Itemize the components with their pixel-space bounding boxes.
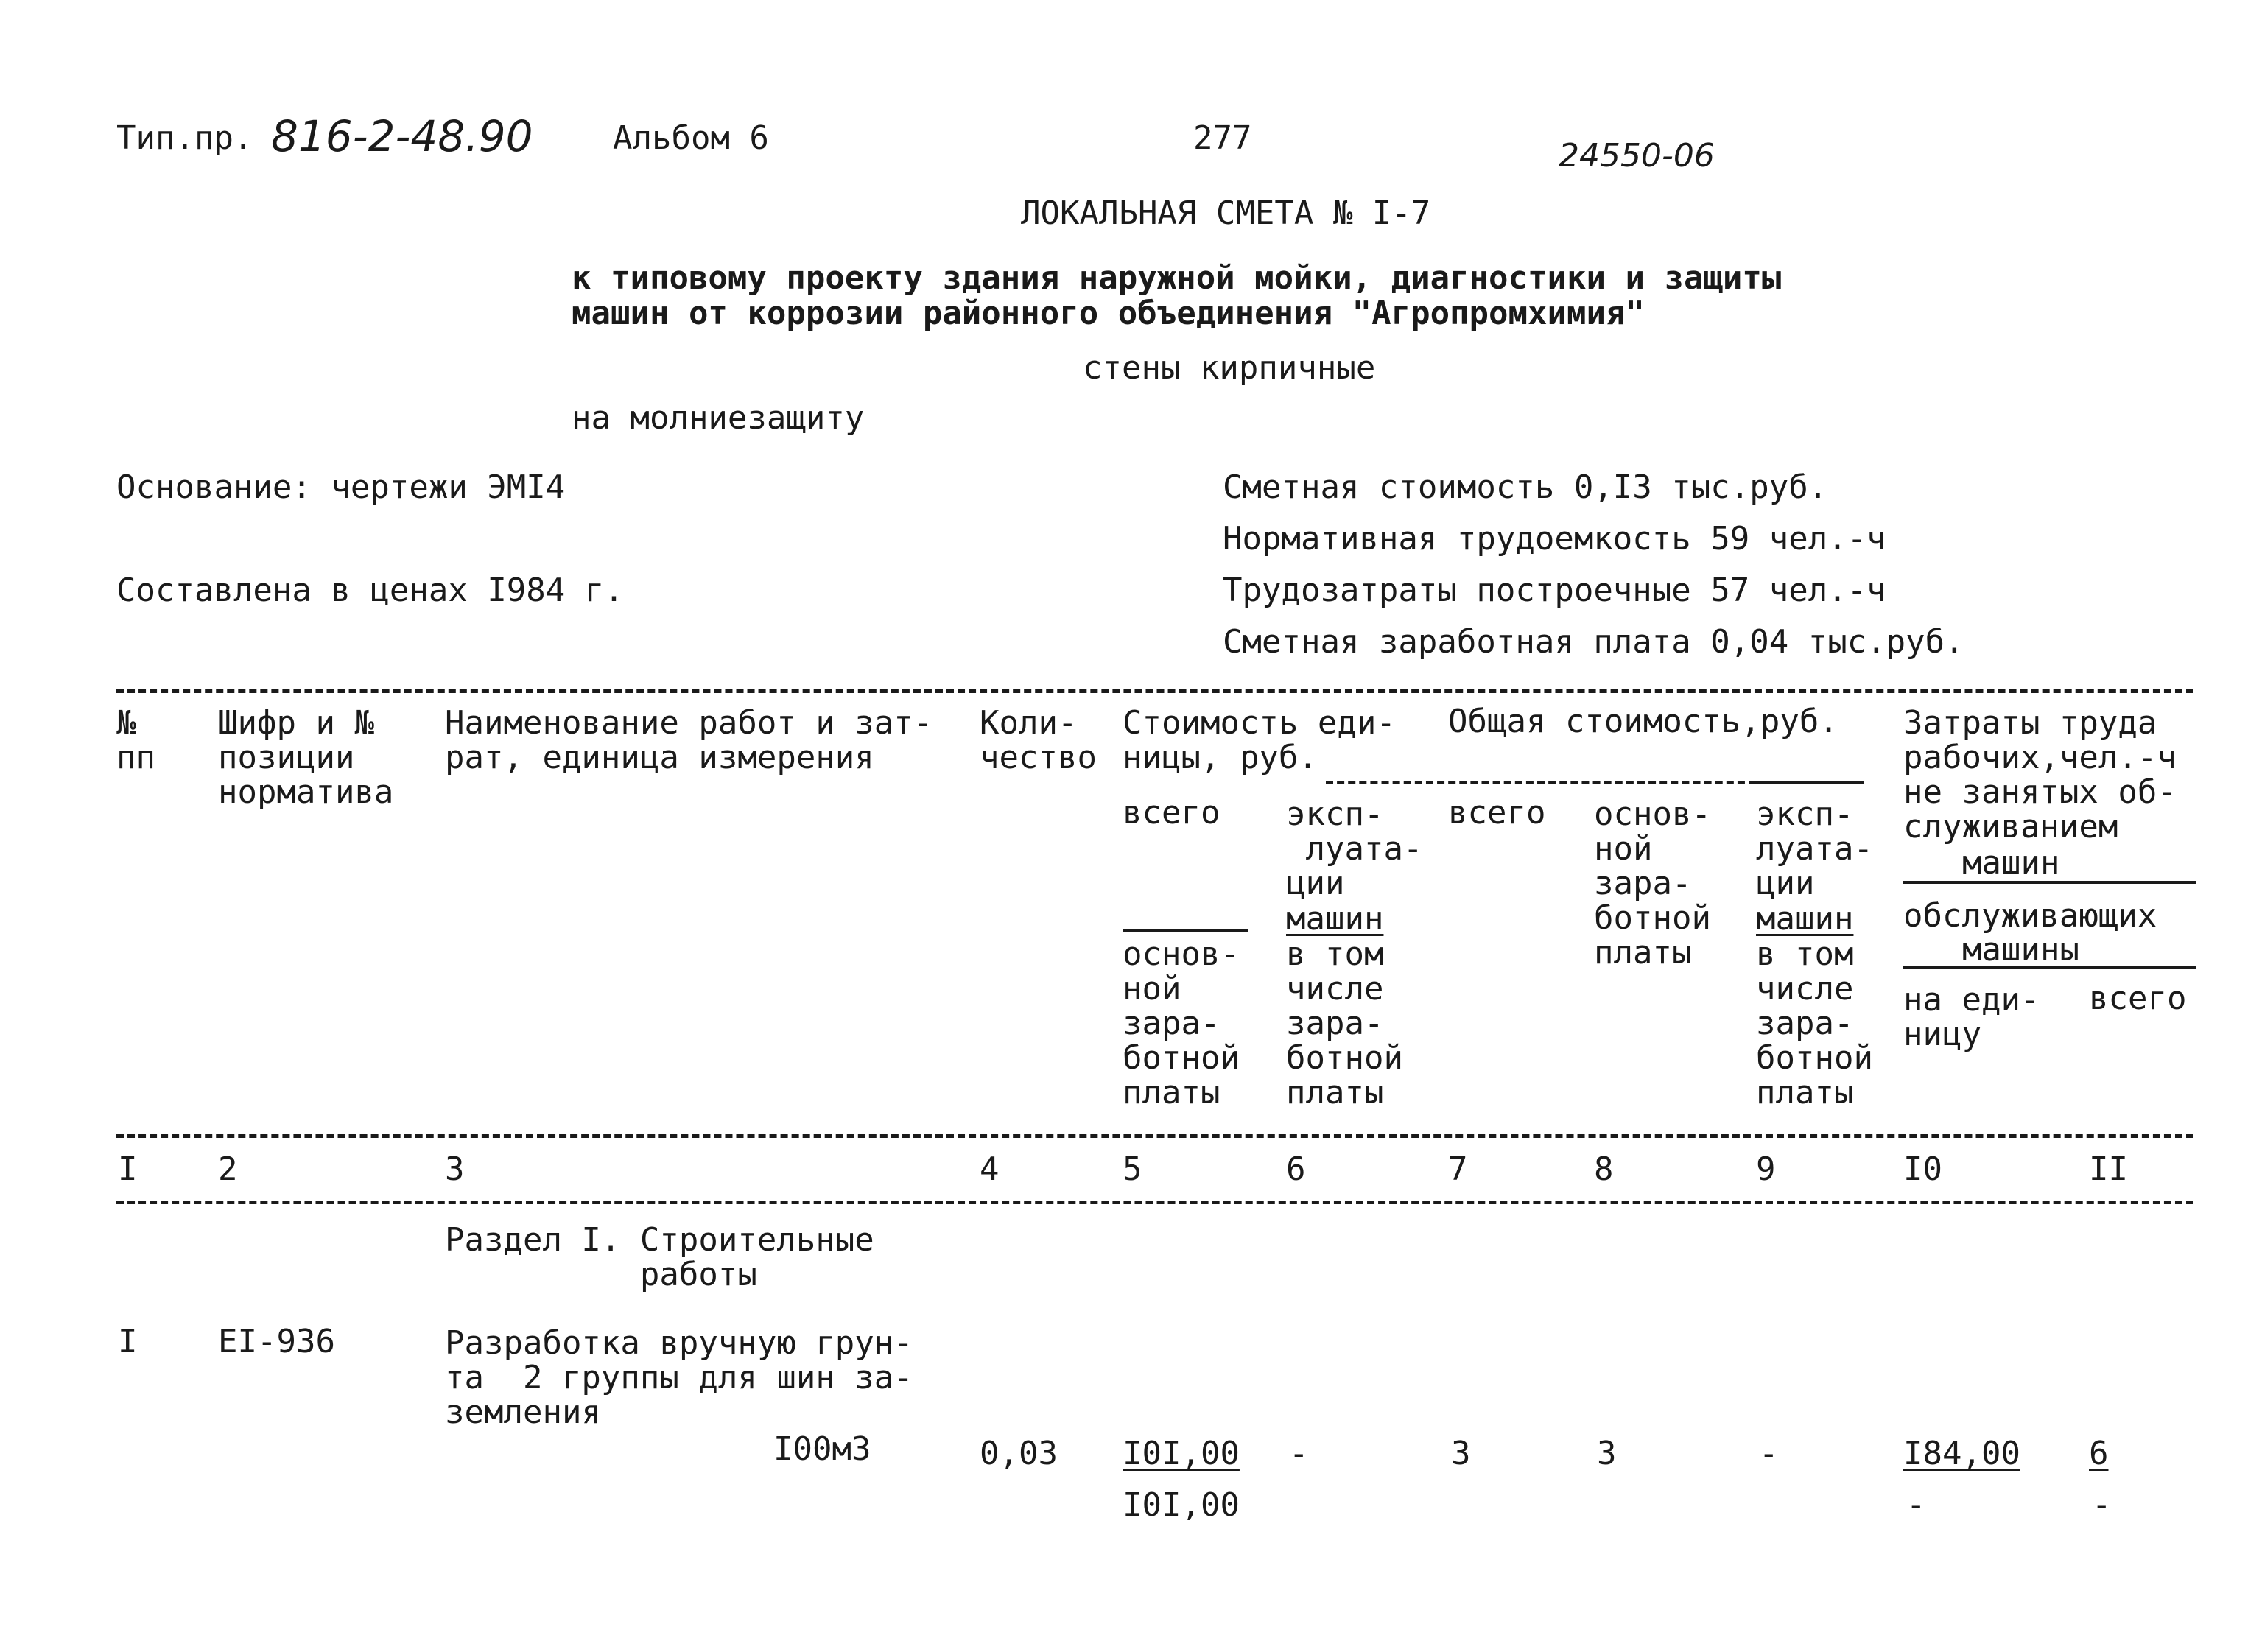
header-col7: всего — [1448, 794, 1546, 832]
project-code: 816-2-48.90 — [271, 111, 533, 161]
col-number-4: 4 — [980, 1150, 1000, 1188]
header-col-code: Шифр и № позиции норматива — [218, 704, 394, 811]
row-1-col10-top: I84,00 — [1903, 1435, 2020, 1472]
header-col6-machines: машин — [1286, 900, 1384, 938]
col-number-2: 2 — [218, 1150, 238, 1188]
estimated-cost: Сметная стоимость 0,I3 тыс.руб. — [1223, 468, 1828, 506]
labor-norm: Нормативная трудоемкость 59 чел.-ч — [1223, 520, 1886, 558]
header-total-cost: Общая стоимость,руб. — [1448, 703, 1838, 740]
prices-text: Составлена в ценах I984 г. — [116, 572, 624, 609]
project-prefix: Тип.пр. — [116, 119, 253, 157]
header-col-number: № пп — [116, 704, 155, 776]
header-col-name: Наименование работ и зат- рат, единица измерения — [445, 704, 933, 776]
col-number-5: 5 — [1123, 1150, 1142, 1188]
header-col5-rule — [1123, 929, 1248, 932]
header-col9-bottom: в том числе зара- ботной платы — [1756, 935, 1873, 1111]
header-col8: основ- ной зара- ботной платы — [1594, 795, 1711, 971]
header-labor-service: обслуживающих — [1903, 897, 2157, 935]
row-1-col9: - — [1759, 1435, 1779, 1472]
row-1-col8: 3 — [1597, 1435, 1617, 1472]
header-labor-total: всего — [2089, 980, 2187, 1017]
col-number-1: I — [118, 1150, 138, 1188]
col-number-11: II — [2089, 1150, 2128, 1188]
labor-construction: Трудозатраты построечные 57 чел.-ч — [1223, 572, 1886, 609]
title-line-2: машин от коррозии районного объединения "Агропромхимия" — [572, 295, 1645, 332]
header-labor-rule-1 — [1903, 881, 2196, 884]
col-number-3: 3 — [445, 1150, 465, 1188]
header-unit-cost: Стоимость еди- ницы, руб. — [1123, 704, 1396, 776]
header-labor-top: Затраты труда рабочих,чел.-ч не занятых об- служиванием — [1903, 704, 2177, 846]
col-number-7: 7 — [1448, 1150, 1468, 1188]
row-1-number: I — [118, 1323, 138, 1360]
row-1-col6: - — [1289, 1435, 1309, 1472]
table-top-border — [116, 689, 2193, 693]
header-col9-machines: машин — [1756, 900, 1854, 938]
header-total-cost-divider — [1753, 781, 1864, 784]
header-col5-bottom: основ- ной зара- ботной платы — [1123, 935, 1240, 1111]
header-col6-bottom: в том числе зара- ботной платы — [1286, 935, 1403, 1111]
header-col-quantity: Коли- чество — [980, 704, 1097, 776]
row-1-col11-top: 6 — [2089, 1435, 2109, 1472]
header-labor-rule-2 — [1903, 966, 2196, 969]
col-numbers-bottom-border — [116, 1201, 2193, 1204]
row-1-unit-cost-wage: I0I,00 — [1123, 1486, 1240, 1524]
estimated-wage: Сметная заработная плата 0,04 тыс.руб. — [1223, 623, 1964, 661]
header-col5-top: всего — [1123, 794, 1220, 832]
basis-text: Основание: чертежи ЭМI4 — [116, 468, 566, 506]
album-label: Альбом 6 — [613, 119, 769, 157]
header-labor-machines: машин — [1962, 844, 2060, 882]
col-number-8: 8 — [1594, 1150, 1614, 1188]
header-labor-machines-2: машины — [1962, 931, 2079, 969]
col-number-9: 9 — [1756, 1150, 1776, 1188]
title-line-3: стены кирпичные — [1083, 349, 1376, 387]
document-number: 24550-06 — [1559, 137, 1715, 175]
title-line-1: к типовому проекту здания наружной мойки, диагностики и защиты — [572, 259, 1782, 297]
title-line-4: на молниезащиту — [572, 399, 865, 437]
document-title: ЛОКАЛЬНАЯ СМЕТА № I-7 — [1021, 194, 1431, 232]
row-1-code: EI-936 — [218, 1323, 335, 1360]
row-1-unit: I00м3 — [773, 1430, 871, 1468]
col-number-10: I0 — [1903, 1150, 1942, 1188]
header-bottom-border — [116, 1134, 2193, 1138]
row-1-col7: 3 — [1451, 1435, 1471, 1472]
row-1-quantity: 0,03 — [980, 1435, 1058, 1472]
row-1-col11-bottom: - — [2092, 1486, 2112, 1524]
page-number: 277 — [1193, 119, 1252, 157]
row-1-name: Разработка вручную грун- та 2 группы для шин за- земления — [445, 1324, 913, 1431]
row-1-unit-cost-total: I0I,00 — [1123, 1435, 1240, 1472]
header-col9-top: эксп- луата- ции — [1756, 795, 1873, 902]
row-1-col10-bottom: - — [1906, 1486, 1926, 1524]
header-col6-top: эксп- луата- ции — [1286, 795, 1423, 902]
header-labor-per-unit: на еди- ницу — [1903, 981, 2040, 1053]
section-title: Раздел I. Строительные работы — [445, 1221, 874, 1293]
col-number-6: 6 — [1286, 1150, 1306, 1188]
